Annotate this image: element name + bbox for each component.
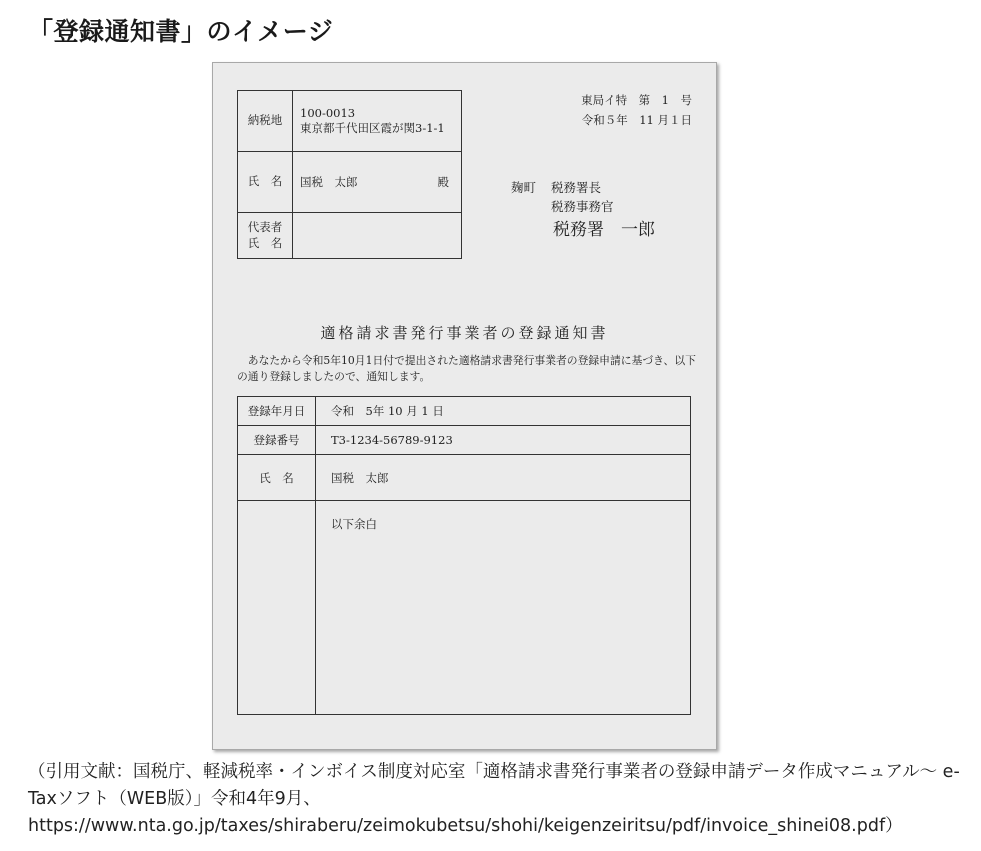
remarks-label <box>238 501 316 715</box>
name-label: 氏 名 <box>238 152 293 213</box>
registration-number-value: T3-1234-56789-9123 <box>316 426 691 455</box>
tax-address-row <box>238 91 462 152</box>
registration-number-label: 登録番号 <box>238 426 316 455</box>
document-date: 令和５年 11 月１日 <box>581 113 692 127</box>
issuer-block <box>511 178 655 240</box>
remarks-row <box>238 501 691 715</box>
issuer-title-2: 税務事務官 <box>551 199 614 214</box>
citation-text: （引用文献：国税庁、軽減税率・インボイス制度対応室「適格請求書発行事業者の登録申請データ作成マニュアル〜 e-Taxソフト（WEB版）」令和4年9月、https://www.nta.go.jp/taxes/shiraberu/zeimokubetsu/shohi/keigenzeiritsu/pdf/invoice_shinei08.pdf） <box>28 762 960 836</box>
page-title: 「登録通知書」のイメージ <box>28 17 334 46</box>
representative-name <box>293 213 462 259</box>
honorific: 殿 <box>437 174 449 189</box>
registration-date-label: 登録年月日 <box>238 397 316 426</box>
registration-table <box>237 396 691 715</box>
registration-name-value: 国税 太郎 <box>316 455 691 501</box>
registration-number-row <box>238 426 691 455</box>
document-number: 東局イ特 第 1 号 <box>581 93 692 107</box>
issuer-title-1: 税務署長 <box>551 180 602 195</box>
issuer-office: 麹町 <box>511 180 537 195</box>
representative-label-1: 代表者 <box>247 219 283 234</box>
document-number-block <box>581 90 692 130</box>
remarks-value: 以下余白 <box>316 501 691 715</box>
registration-name-label: 氏 名 <box>238 455 316 501</box>
registration-date-value: 令和 5年 10 月 1 日 <box>316 397 691 426</box>
name-row <box>238 152 462 213</box>
registration-date-row <box>238 397 691 426</box>
postal-code: 100-0013 <box>300 106 356 121</box>
registration-notice-image <box>212 62 717 750</box>
address: 東京都千代田区霞が関3-1-1 <box>300 121 445 135</box>
address-table <box>237 90 462 259</box>
issuer-name: 税務署 一郎 <box>553 220 655 240</box>
recipient-name: 国税 太郎 <box>300 174 358 189</box>
representative-row <box>238 213 462 259</box>
registration-name-row <box>238 455 691 501</box>
intro-text: あなたから令和5年10月1日付で提出された適格請求書発行事業者の登録申請に基づき、以下の通り登録しましたので、通知します。 <box>237 354 696 383</box>
tax-address-label: 納税地 <box>238 91 293 152</box>
representative-label-2: 氏 名 <box>247 235 283 250</box>
document-title: 適格請求書発行事業者の登録通知書 <box>320 324 609 342</box>
tax-address-value <box>293 91 462 152</box>
